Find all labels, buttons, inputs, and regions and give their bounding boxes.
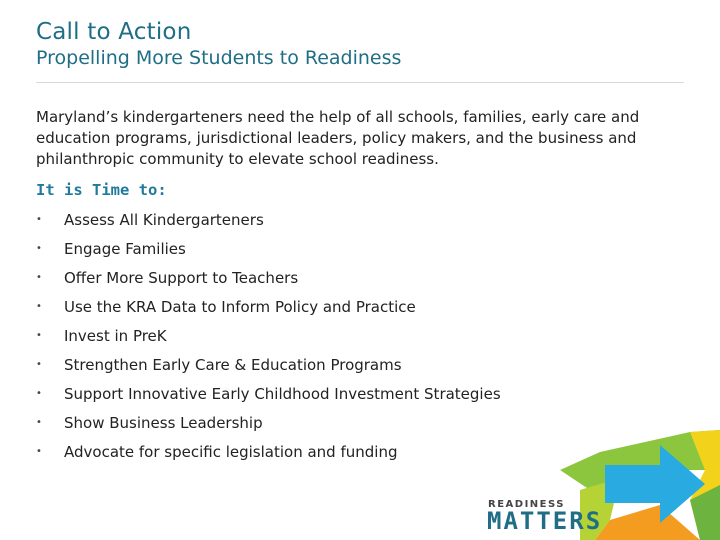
list-item-text: Strengthen Early Care & Education Programs (64, 356, 402, 374)
list-item-text: Offer More Support to Teachers (64, 269, 299, 287)
bullet-icon: • (36, 301, 42, 312)
list-item-text: Show Business Leadership (64, 414, 263, 432)
logo-big-text: MATTERS (487, 507, 603, 535)
bullet-icon: • (36, 214, 42, 225)
list-item-text: Use the KRA Data to Inform Policy and Practice (64, 298, 416, 316)
bullet-icon: • (36, 243, 42, 254)
list-item-text: Support Innovative Early Childhood Investment Strategies (64, 385, 501, 403)
bullet-icon: • (36, 417, 42, 428)
intro-paragraph: Maryland’s kindergarteners need the help of all schools, families, early care and education programs, jurisdictional leaders, policy makers, and the business and philanthropic community to elevate school readiness. (36, 108, 640, 168)
bullet-icon: • (36, 446, 42, 457)
list-item-text: Assess All Kindergarteners (64, 211, 264, 229)
list-heading: It is Time to: (36, 181, 167, 199)
bullet-icon: • (36, 359, 42, 370)
slide-title: Call to Action (36, 19, 192, 45)
list-item-text: Advocate for specific legislation and funding (64, 443, 398, 461)
title-divider (36, 82, 684, 83)
logo-small-text: READINESS (488, 499, 565, 510)
slide-subtitle: Propelling More Students to Readiness (36, 47, 402, 69)
bullet-icon: • (36, 388, 42, 399)
bullet-icon: • (36, 330, 42, 341)
bullet-icon: • (36, 272, 42, 283)
list-item-text: Engage Families (64, 240, 186, 258)
list-item-text: Invest in PreK (64, 327, 167, 345)
